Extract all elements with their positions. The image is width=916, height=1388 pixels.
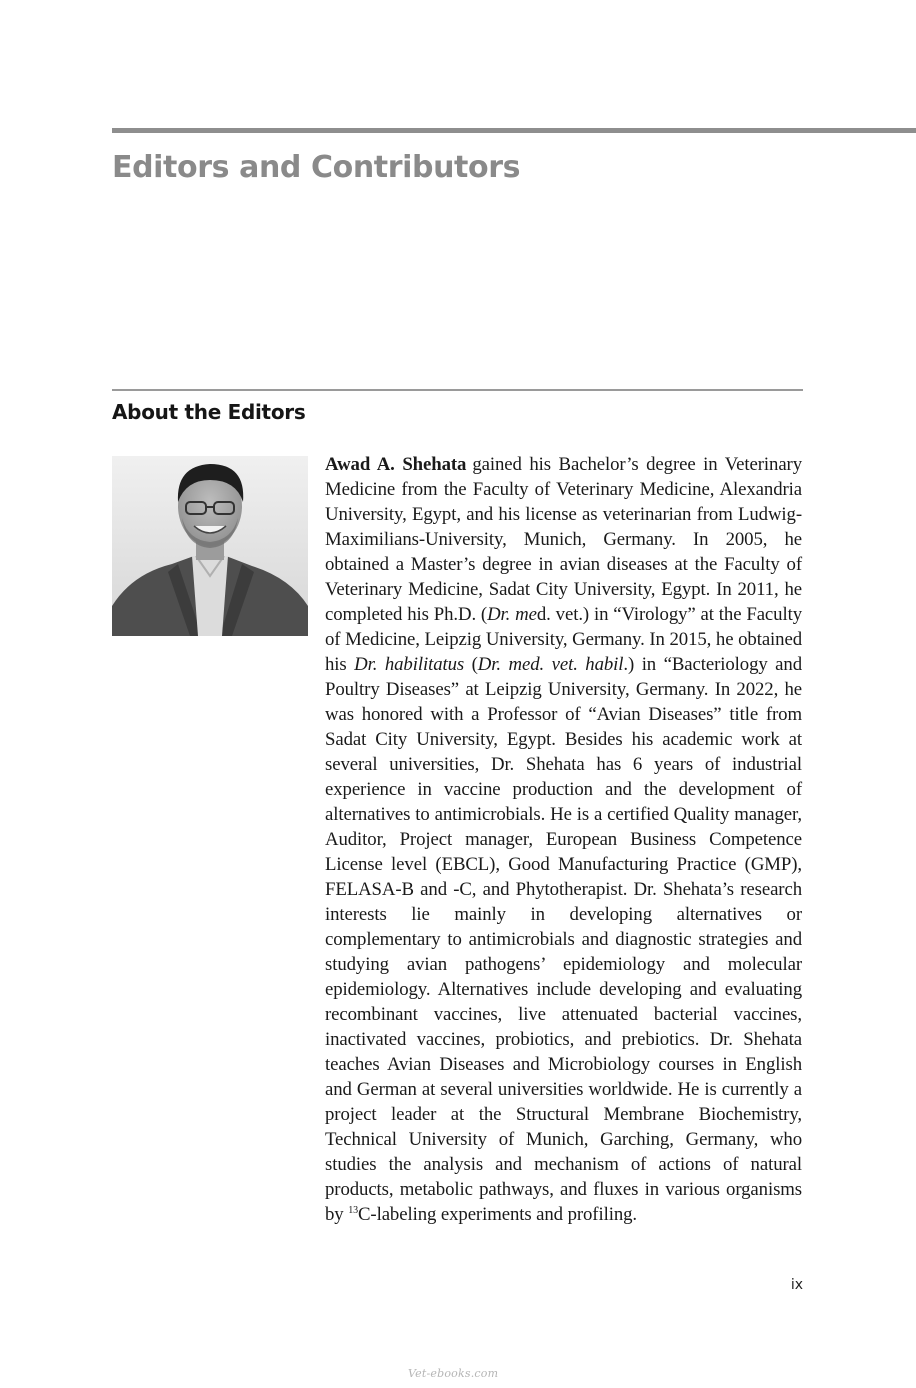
- bio-run: d. vet.) in “Virology” at the Faculty of Medicine, Leipzig University, Germany. In 2015, he obtained his: [325, 604, 802, 675]
- bio-run: (: [464, 654, 478, 675]
- section-rule: [112, 389, 803, 391]
- bio-run: .) in “Bacteriology and Poultry Diseases” at Leipzig University, Germany. In 2022, he was honored with a Professor of “Avian Diseases” title from Sadat City University, Egypt. Besides his academic work at several universities, Dr. Shehata has 6 years of industrial experience in vaccine production and the development of alternatives to antimicrobials. He is a certified Quality manager, Auditor, Project manager, European Business Competence License level (EBCL), Good Manufacturing Practice (GMP), FELASA-B and -C, and Phytotherapist. Dr. Shehata’s research interests lie mainly in developing alternatives or complementary to antimicrobials and diagnostic strategies and studying avian pathogens’ epidemiology and molecular epidemiology. Alternatives include developing and evaluating recombinant vaccines, live attenuated bacterial vaccines, inactivated vaccines, probiotics, and prebiotics. Dr. Shehata teaches Avian Diseases and Microbiology courses in English and German at several universities worldwide. He is currently a project leader at the Structural Membrane Biochemistry, Technical University of Munich, Garching, Germany, who studies the analysis and mechanism of actions of natural products, metabolic pathways, and fluxes in various organisms by: [325, 654, 802, 1225]
- bio-run: Dr. me: [487, 604, 537, 625]
- page-number: ix: [790, 1277, 803, 1293]
- bio-text: [325, 454, 802, 1225]
- chapter-title: Editors and Contributors: [112, 150, 521, 185]
- section-heading: About the Editors: [112, 400, 306, 424]
- editor-photo: [112, 456, 308, 636]
- watermark-logo: Vet-ebooks.com: [408, 1367, 499, 1380]
- bio-run: 13: [348, 1205, 358, 1216]
- chapter-top-rule: [112, 128, 916, 133]
- bio-run: C-labeling experiments and profiling.: [358, 1204, 637, 1225]
- bio-run: Dr. habilitatus: [354, 654, 465, 675]
- editor-name: Awad A. Shehata: [325, 454, 467, 475]
- editor-bio: [325, 452, 802, 1227]
- bio-run: gained his Bachelor’s degree in Veterinary Medicine from the Faculty of Veterinary Medicine, Alexandria University, Egypt, and his license as veterinarian from Ludwig-Maximilians-University, Munich, Germany. In 2005, he obtained a Master’s degree in avian diseases at the Faculty of Veterinary Medicine, Sadat City University, Egypt. In 2011, he completed his Ph.D. (: [325, 454, 803, 625]
- bio-run: Dr. med. vet. habil: [477, 654, 624, 675]
